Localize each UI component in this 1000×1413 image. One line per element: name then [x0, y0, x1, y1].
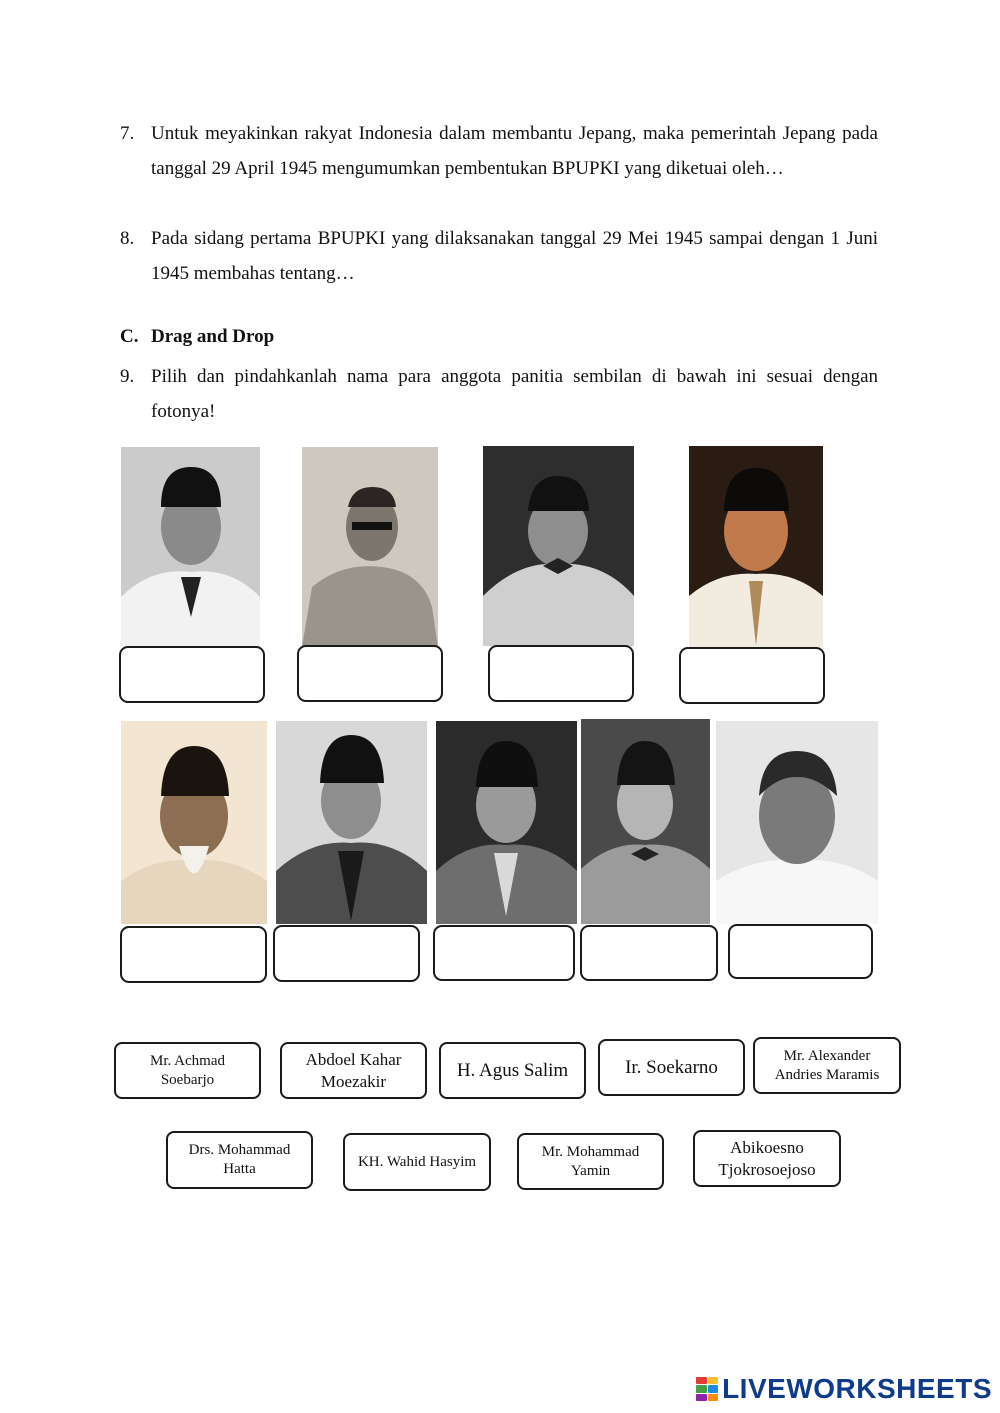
chip-label: Mr. Achmad Soebarjo: [150, 1052, 225, 1088]
section-title: Drag and Drop: [151, 326, 275, 347]
portrait-photo-3: [483, 446, 634, 646]
drop-zone-9[interactable]: [728, 924, 873, 979]
chip-label: Ir. Soekarno: [625, 1056, 718, 1078]
drop-zone-5[interactable]: [120, 926, 267, 983]
answer-chip-mohammad-hatta[interactable]: [166, 1131, 313, 1189]
chip-label: H. Agus Salim: [456, 1059, 569, 1081]
chip-label: Mr. Alexander Andries Maramis: [774, 1047, 880, 1083]
question-text: Pilih dan pindahkanlah nama para anggota panitia sembilan di bawah ini sesuai dengan fotonya!: [151, 366, 878, 422]
brand-name: LIVEWORKSHEETS: [722, 1373, 992, 1404]
answer-chip-mohammad-yamin[interactable]: [517, 1133, 664, 1190]
portrait-photo-4: [689, 446, 823, 648]
drop-zone-6[interactable]: [273, 925, 420, 982]
portrait-photo-5: [121, 721, 267, 924]
chip-label: KH. Wahid Hasyim: [357, 1153, 477, 1170]
liveworksheets-brand: [696, 1373, 992, 1405]
drop-zone-2[interactable]: [297, 645, 443, 702]
chip-label: Mr. Mohammad Yamin: [541, 1143, 640, 1179]
question-number: 8.: [120, 228, 135, 249]
drop-zone-7[interactable]: [433, 925, 575, 981]
portrait-photo-2: [302, 447, 438, 647]
question-number: 7.: [120, 123, 135, 144]
answer-chip-wahid-hasyim[interactable]: [343, 1133, 491, 1191]
portrait-photo-6: [276, 721, 427, 924]
portrait-photo-1: [121, 447, 260, 647]
answer-chip-achmad-soebarjo[interactable]: [114, 1042, 261, 1099]
answer-chip-abdoel-kahar-moezakir[interactable]: [280, 1042, 427, 1099]
portrait-photo-7: [436, 721, 577, 924]
section-letter: C.: [120, 326, 139, 347]
liveworksheets-logo-icon: [696, 1377, 718, 1401]
chip-label: Abikoesno Tjokrosoejoso: [718, 1138, 816, 1179]
drop-zone-1[interactable]: [119, 646, 265, 703]
question-7: [120, 116, 878, 226]
drop-zone-8[interactable]: [580, 925, 718, 981]
question-text: Pada sidang pertama BPUPKI yang dilaksanakan tanggal 29 Mei 1945 sampai dengan 1 Juni 1945 membahas tentang…: [151, 228, 878, 284]
question-9: [120, 359, 878, 431]
portrait-photo-8: [581, 719, 710, 924]
drop-zone-3[interactable]: [488, 645, 634, 702]
answer-chip-abikoesno-tjokrosoejoso[interactable]: [693, 1130, 841, 1187]
chip-label: Abdoel Kahar Moezakir: [305, 1050, 402, 1091]
answer-chip-agus-salim[interactable]: [439, 1042, 586, 1099]
drop-zone-4[interactable]: [679, 647, 825, 704]
question-text: Untuk meyakinkan rakyat Indonesia dalam membantu Jepang, maka pemerintah Jepang pada tanggal 29 April 1945 mengumumkan pembentukan BPUPKI yang diketuai oleh…: [151, 123, 878, 179]
portrait-photo-9: [716, 721, 878, 924]
question-number: 9.: [120, 366, 135, 387]
question-8: [120, 221, 878, 296]
answer-chip-soekarno[interactable]: [598, 1039, 745, 1096]
chip-label: Drs. Mohammad Hatta: [188, 1142, 291, 1177]
answer-chip-alexander-andries-maramis[interactable]: [753, 1037, 901, 1094]
